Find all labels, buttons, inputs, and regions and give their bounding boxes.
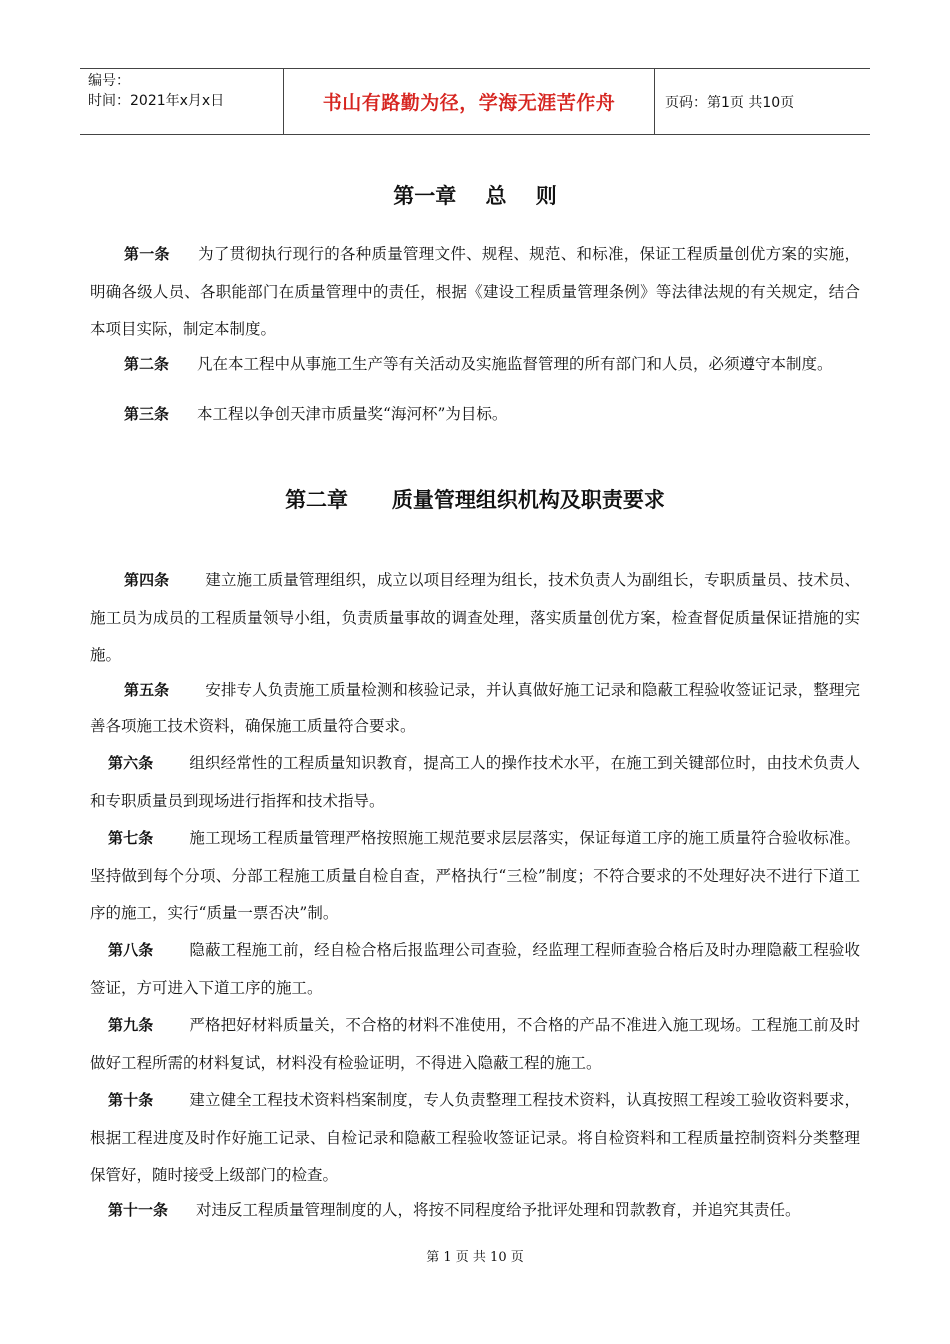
- article-label: 第四条: [124, 571, 170, 589]
- article-text: 严格把好材料质量关，不合格的材料不准使用，不合格的产品不准进入施工现场。工程施工前及时做好工程所需的材料复试，材料没有检验证明，不得进入隐蔽工程的施工。: [90, 1016, 860, 1072]
- article-4: [90, 562, 860, 675]
- header-left-cell: [80, 69, 283, 134]
- article-text: 隐蔽工程施工前，经自检合格后报监理公司查验，经监理工程师查验合格后及时办理隐蔽工程验收签证，方可进入下道工序的施工。: [90, 941, 860, 997]
- article-label: 第十一条: [108, 1201, 169, 1219]
- article-6: [90, 745, 860, 820]
- article-text: 凡在本工程中从事施工生产等有关活动及实施监督管理的所有部门和人员，必须遵守本制度。: [197, 355, 833, 373]
- article-text: 建立施工质量管理组织，成立以项目经理为组长，技术负责人为副组长，专职质量员、技术员、施工员为成员的工程质量领导小组，负责质量事故的调查处理，落实质量创优方案，检查督促质量保证措施的实施。: [90, 571, 860, 664]
- article-2: [90, 352, 860, 376]
- article-label: 第一条: [124, 245, 170, 263]
- article-label: 第六条: [108, 754, 154, 772]
- article-text: 本工程以争创天津市质量奖“海河杯”为目标。: [197, 405, 508, 423]
- article-9: [90, 1007, 860, 1082]
- motto-text: 书山有路勤为径，学海无涯苦作舟: [322, 92, 616, 114]
- chapter-2-title: 第二章 质量管理组织机构及职责要求: [285, 488, 665, 512]
- article-text: 安排专人负责施工质量检测和核验记录，并认真做好施工记录和隐蔽工程验收签证记录，整理完善各项施工技术资料，确保施工质量符合要求。: [90, 681, 860, 735]
- time-label: 时间：2021年x月x日: [88, 93, 225, 109]
- article-label: 第十条: [108, 1091, 154, 1109]
- article-1: [90, 236, 860, 349]
- number-label: 编号：: [88, 73, 130, 89]
- article-5: [90, 672, 860, 744]
- article-text: 对违反工程质量管理制度的人，将按不同程度给予批评处理和罚款教育，并追究其责任。: [196, 1201, 801, 1219]
- header-page-cell: [655, 69, 870, 134]
- article-7: [90, 820, 860, 933]
- article-label: 第二条: [124, 355, 170, 373]
- article-text: 组织经常性的工程质量知识教育，提高工人的操作技术水平，在施工到关键部位时，由技术负责人和专职质量员到现场进行指挥和技术指导。: [90, 754, 860, 810]
- article-label: 第三条: [124, 405, 170, 423]
- page-number-label: 页码：第1页 共10页: [665, 94, 795, 111]
- page-footer: 第 1 页 共 10 页: [426, 1250, 524, 1265]
- article-label: 第八条: [108, 941, 154, 959]
- article-label: 第九条: [108, 1016, 154, 1034]
- page-header: [80, 68, 870, 135]
- header-motto-cell: [283, 69, 655, 134]
- article-10: [90, 1082, 860, 1195]
- article-text: 施工现场工程质量管理严格按照施工规范要求层层落实，保证每道工序的施工质量符合验收标准。坚持做到每个分项、分部工程施工质量自检自查，严格执行“三检”制度；不符合要求的不处理好决不进行下道工序的施工，实行“质量一票否决”制。: [90, 829, 860, 922]
- article-text: 建立健全工程技术资料档案制度，专人负责整理工程技术资料，认真按照工程竣工验收资料要求，根据工程进度及时作好施工记录、自检记录和隐蔽工程验收签证记录。将自检资料和工程质量控制资料分类整理保管好，随时接受上级部门的检查。: [90, 1091, 860, 1184]
- article-8: [90, 932, 860, 1007]
- chapter-1-title: 第一章 总 则: [393, 184, 557, 208]
- article-label: 第五条: [124, 681, 170, 699]
- article-label: 第七条: [108, 829, 154, 847]
- article-11: [90, 1192, 860, 1230]
- article-3: [90, 402, 860, 426]
- article-text: 为了贯彻执行现行的各种质量管理文件、规程、规范、和标准，保证工程质量创优方案的实施，明确各级人员、各职能部门在质量管理中的责任，根据《建设工程质量管理条例》等法律法规的有关规定，结合本项目实际，制定本制度。: [90, 245, 860, 338]
